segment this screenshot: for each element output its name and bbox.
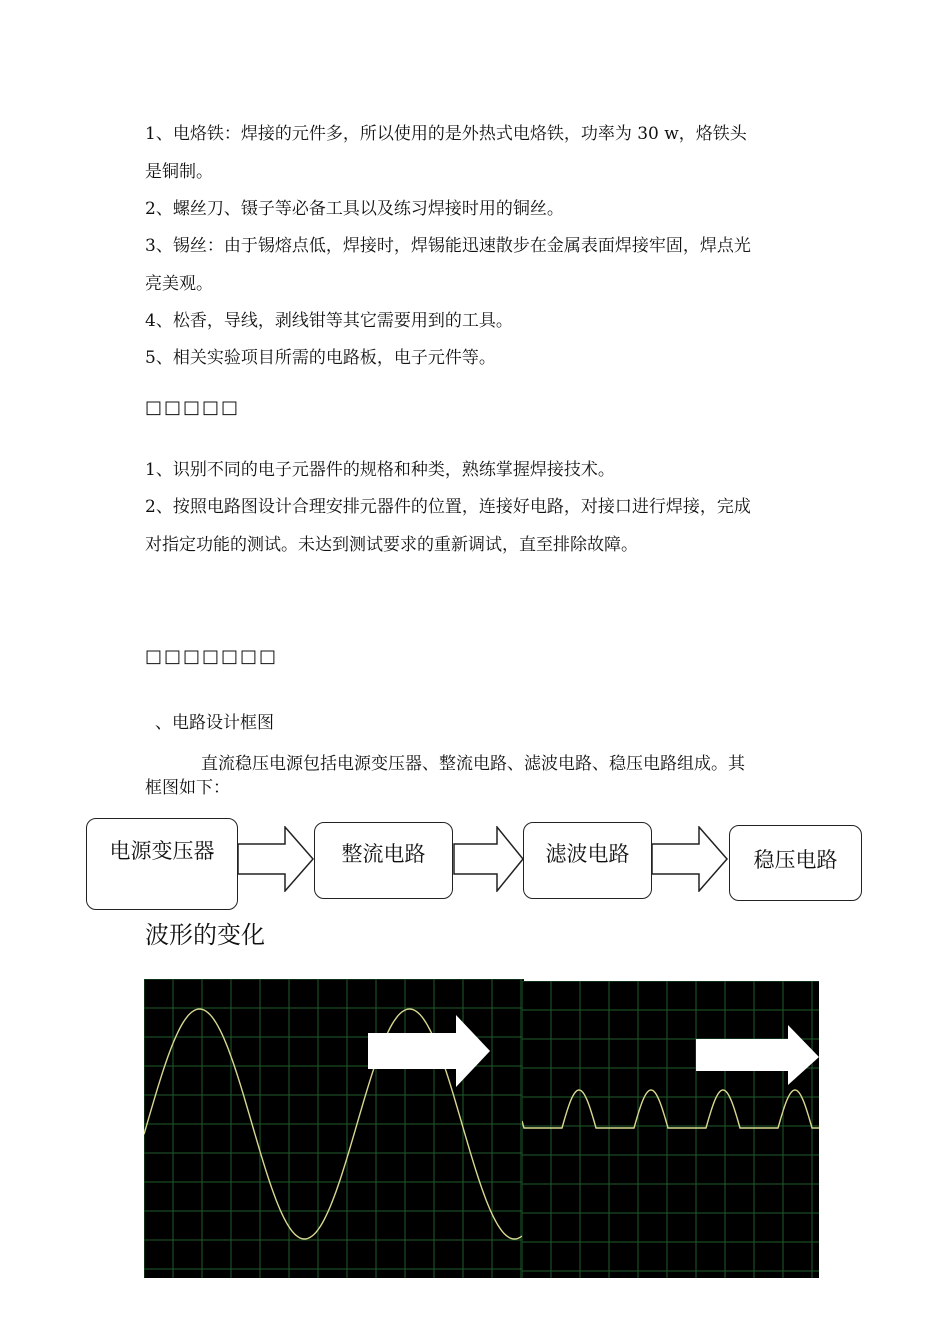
- materials-item-4: 4、松香，导线，剥线钳等其它需要用到的工具。: [145, 311, 513, 331]
- task-item-2-line-2: 对指定功能的测试。未达到测试要求的重新调试，直至排除故障。: [145, 535, 638, 555]
- block-filter-label: 滤波电路: [545, 842, 630, 866]
- arrow-2: [453, 826, 525, 892]
- task-item-1: 1、识别不同的电子元器件的规格和种类，熟练掌握焊接技术。: [145, 460, 615, 480]
- arrow-3: [651, 826, 729, 892]
- materials-item-1-line-2: 是铜制。: [145, 162, 213, 182]
- materials-item-5: 5、相关实验项目所需的电路板，电子元件等。: [145, 348, 496, 368]
- materials-item-3-line-2: 亮美观。: [145, 274, 213, 294]
- scope-rectified-svg: [522, 981, 819, 1278]
- materials-item-2: 2、螺丝刀、镊子等必备工具以及练习焊接时用的铜丝。: [145, 199, 564, 219]
- block-regulator-label: 稳压电路: [753, 848, 838, 872]
- waveform-title: 波形的变化: [145, 921, 265, 949]
- scope-arrow-1: [368, 1015, 490, 1087]
- scope-sine-svg: [144, 979, 524, 1278]
- block-filter: [523, 822, 652, 899]
- design-intro-line-2: 框图如下：: [145, 778, 230, 798]
- block-rectifier: [314, 822, 453, 899]
- design-intro-line-1: 直流稳压电源包括电源变压器、整流电路、滤波电路、稳压电路组成。其: [201, 754, 745, 774]
- task-item-2-line-1: 2、按照电路图设计合理安排元器件的位置，连接好电路，对接口进行焊接，完成: [145, 497, 751, 517]
- materials-item-1-line-1: 1、电烙铁：焊接的元件多，所以使用的是外热式电烙铁，功率为 30 w，烙铁头: [145, 124, 747, 144]
- materials-item-3-line-1: 3、锡丝：由于锡熔点低，焊接时，焊锡能迅速散步在金属表面焊接牢固，焊点光: [145, 236, 751, 256]
- scope-grid: [522, 981, 819, 1278]
- scope-panel-sine: [144, 979, 524, 1278]
- arrow-1: [237, 826, 315, 892]
- section-heading-1: □□□□□: [145, 397, 241, 418]
- rectified-trace: [522, 1090, 819, 1128]
- section-heading-2: □□□□□□□: [145, 646, 279, 667]
- block-rectifier-label: 整流电路: [341, 842, 426, 866]
- scope-panel-rectified: [522, 981, 819, 1278]
- design-subheading: 、电路设计框图: [155, 713, 274, 733]
- scope-arrow-2: [696, 1025, 819, 1085]
- scope-grid: [144, 979, 524, 1278]
- block-transformer: [86, 818, 238, 910]
- block-transformer-label: 电源变压器: [109, 839, 215, 863]
- block-regulator: [729, 825, 862, 901]
